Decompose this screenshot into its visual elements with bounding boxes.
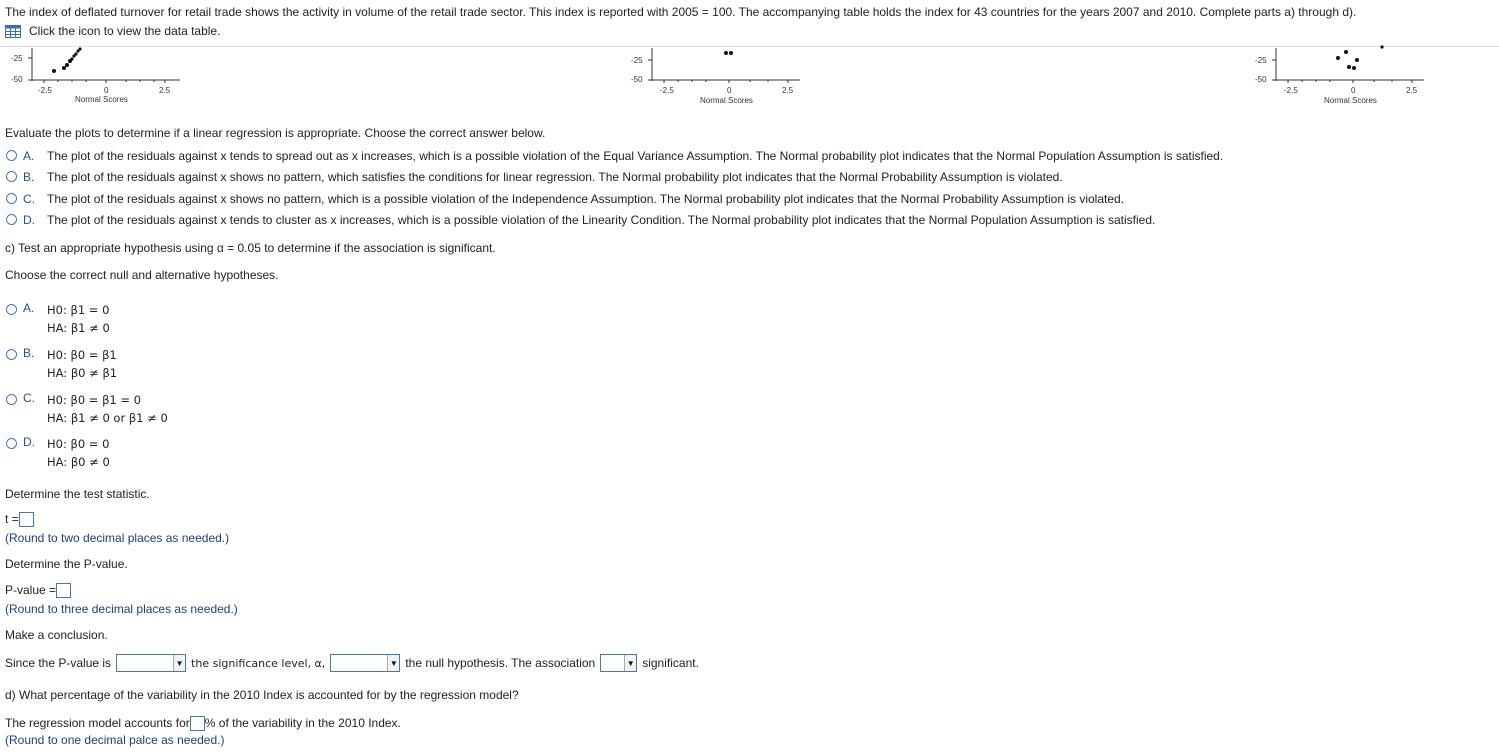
conclusion-text-4: significant. — [642, 656, 699, 670]
conclusion-text-2: the significance level, α, — [191, 656, 326, 670]
data-table-icon[interactable] — [5, 25, 21, 38]
data-point — [52, 69, 56, 73]
alternative-hypothesis: HA: β1 ≠ 0 — [47, 321, 110, 335]
radio-c[interactable] — [6, 394, 17, 405]
y-tick: -50 — [1255, 75, 1267, 84]
null-decision-dropdown[interactable] — [330, 654, 400, 672]
data-point — [70, 57, 73, 60]
normal-probability-plot-3 — [1254, 44, 1444, 110]
pvalue-prompt: Determine the P-value. — [5, 557, 128, 571]
x-tick: -2.5 — [660, 86, 674, 95]
data-point — [1336, 56, 1340, 60]
null-hypothesis: H0: β0 = β1 — [47, 348, 117, 362]
pvalue-label: P-value = — [5, 583, 57, 597]
radio-b[interactable] — [6, 171, 17, 182]
data-point — [1344, 50, 1348, 54]
radio-b[interactable] — [6, 349, 17, 360]
pvalue-comparison-dropdown[interactable] — [116, 654, 186, 672]
radio-d[interactable] — [6, 438, 17, 449]
data-point — [729, 51, 733, 55]
null-hypothesis: H0: β1 = 0 — [47, 303, 110, 317]
t-input[interactable] — [19, 512, 34, 527]
data-point — [65, 63, 69, 67]
t-hint: (Round to two decimal places as needed.) — [5, 531, 230, 545]
hypothesis-option-c[interactable]: C. H0: β0 = β1 = 0 HA: β1 ≠ 0 or β1 ≠ 0 — [6, 391, 168, 427]
data-point — [1347, 65, 1351, 69]
radio-c[interactable] — [6, 193, 17, 204]
evaluate-option-c[interactable]: C. The plot of the residuals against x shows no pattern, which is a possible violation of the Independence Assumption. The Normal probability plot indicates that the Normal Probability Assumption is violated. — [6, 192, 1124, 206]
alternative-hypothesis: HA: β0 ≠ β1 — [47, 366, 118, 380]
evaluate-prompt: Evaluate the plots to determine if a linear regression is appropriate. Choose the correct answer below. — [5, 126, 546, 140]
chevron-down-icon: ▼ — [173, 655, 185, 671]
conclusion-text-1: Since the P-value is — [5, 656, 112, 670]
x-tick: -2.5 — [1284, 86, 1298, 95]
y-tick: -50 — [11, 75, 23, 84]
x-tick: 0 — [104, 86, 109, 95]
x-axis-label: Normal Scores — [1324, 96, 1377, 105]
normal-probability-plot-1 — [10, 44, 200, 110]
data-table-link-label: Click the icon to view the data table. — [29, 24, 221, 38]
null-hypothesis: H0: β0 = 0 — [47, 437, 110, 451]
option-text: The plot of the residuals against x tends to spread out as x increases, which is a possible violation of the Equal Variance Assumption. The Normal probability plot indicates that the Normal Population Assumption is satisfied. — [47, 149, 1224, 163]
chevron-down-icon: ▼ — [624, 655, 636, 671]
t-row — [5, 512, 34, 527]
part-d-prompt: d) What percentage of the variability in the 2010 Index is accounted for by the regression model? — [5, 688, 519, 702]
t-label: t = — [5, 512, 19, 526]
y-tick: -50 — [631, 75, 643, 84]
evaluate-option-a[interactable]: A. The plot of the residuals against x tends to spread out as x increases, which is a possible violation of the Equal Variance Assumption. The Normal probability plot indicates that the Normal Population Assumption is satisfied. — [6, 149, 1223, 163]
conclusion-text-3: the null hypothesis. The association — [405, 656, 596, 670]
data-point — [1352, 66, 1356, 70]
radio-a[interactable] — [6, 304, 17, 315]
y-tick: -25 — [11, 54, 23, 63]
model-hint: (Round to one decimal palce as needed.) — [5, 733, 225, 747]
data-table-link[interactable] — [5, 24, 220, 38]
hypothesis-prompt: Choose the correct null and alternative hypotheses. — [5, 268, 279, 282]
intro-text: The index of deflated turnover for retail trade shows the activity in volume of the retail trade sector. This index is reported with 2005 = 100. The accompanying table holds the index for 43 countries for the years 2007 and 2010. Complete parts a) through d). — [5, 5, 1357, 19]
radio-d[interactable] — [6, 214, 17, 225]
part-c-prompt: c) Test an appropriate hypothesis using α = 0.05 to determine if the association is significant. — [5, 241, 496, 255]
data-point — [1355, 58, 1359, 62]
option-text: The plot of the residuals against x shows no pattern, which satisfies the conditions for linear regression. The Normal probability plot indicates that the Normal Probability Assumption is violated. — [47, 170, 1063, 184]
normal-probability-plot-2 — [630, 44, 820, 110]
option-text: The plot of the residuals against x shows no pattern, which is a possible violation of the Independence Assumption. The Normal probability plot indicates that the Normal Probability Assumption is violated. — [47, 192, 1125, 206]
x-tick: 2.5 — [1406, 86, 1418, 95]
chevron-down-icon: ▼ — [387, 655, 399, 671]
null-hypothesis: H0: β0 = β1 = 0 — [47, 393, 142, 407]
alternative-hypothesis: HA: β0 ≠ 0 — [47, 455, 110, 469]
model-row — [5, 716, 401, 731]
hypothesis-option-b[interactable]: B. H0: β0 = β1 HA: β0 ≠ β1 — [6, 346, 117, 382]
conclusion-row — [5, 654, 699, 672]
evaluate-option-d[interactable]: D. The plot of the residuals against x tends to cluster as x increases, which is a possible violation of the Linearity Condition. The Normal probability plot indicates that the Normal Population Assumption is satisfied. — [6, 213, 1155, 227]
pvalue-input[interactable] — [56, 583, 71, 598]
y-tick: -25 — [1255, 56, 1267, 65]
x-tick: 2.5 — [782, 86, 794, 95]
data-point — [724, 51, 728, 55]
x-tick: -2.5 — [38, 86, 52, 95]
data-point — [74, 52, 77, 55]
model-text-before: The regression model accounts for — [5, 716, 190, 730]
data-point — [78, 47, 81, 50]
x-axis-label: Normal Scores — [700, 96, 753, 105]
evaluate-option-b[interactable]: B. The plot of the residuals against x shows no pattern, which satisfies the conditions for linear regression. The Normal probability plot indicates that the Normal Probability Assumption is violated. — [6, 170, 1063, 184]
hypothesis-option-d[interactable]: D. H0: β0 = 0 HA: β0 ≠ 0 — [6, 435, 110, 471]
x-axis-label: Normal Scores — [75, 95, 128, 104]
conclusion-prompt: Make a conclusion. — [5, 628, 108, 642]
data-point — [1380, 45, 1383, 48]
option-text: The plot of the residuals against x tends to cluster as x increases, which is a possible violation of the Linearity Condition. The Normal probability plot indicates that the Normal Population Assumption is satisfied. — [47, 213, 1156, 227]
significance-dropdown[interactable] — [600, 654, 637, 672]
radio-a[interactable] — [6, 150, 17, 161]
percentage-input[interactable] — [190, 716, 205, 731]
x-tick: 2.5 — [159, 86, 171, 95]
y-tick: -25 — [631, 56, 643, 65]
x-tick: 0 — [1351, 86, 1356, 95]
alternative-hypothesis: HA: β1 ≠ 0 or β1 ≠ 0 — [47, 411, 168, 425]
model-text-after: % of the variability in the 2010 Index. — [204, 716, 401, 730]
pvalue-row — [5, 583, 71, 598]
pvalue-hint: (Round to three decimal places as needed.) — [5, 602, 238, 616]
data-point — [62, 66, 66, 70]
hypothesis-option-a[interactable]: A. H0: β1 = 0 HA: β1 ≠ 0 — [6, 301, 110, 337]
x-tick: 0 — [727, 86, 732, 95]
test-stat-prompt: Determine the test statistic. — [5, 487, 150, 501]
